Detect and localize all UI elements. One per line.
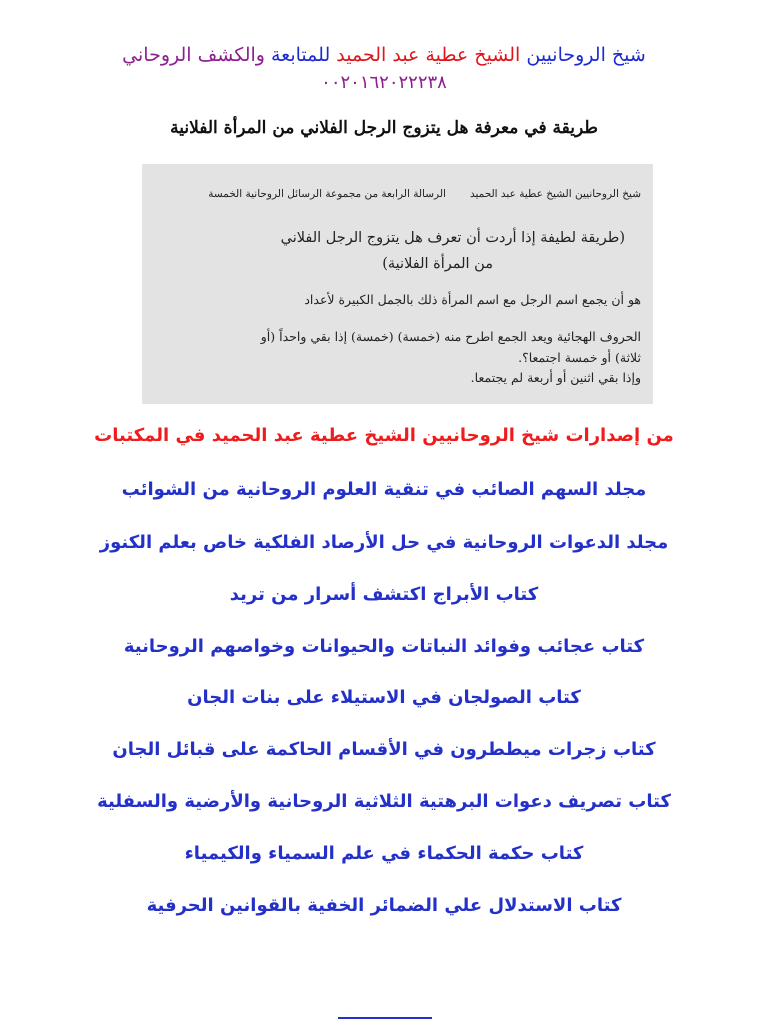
scanned-title-line-1: (طريقة لطيفة إذا أردت أن تعرف هل يتزوج الرجل الفلاني (280, 230, 625, 246)
publication-item: كتاب الأبراج اكتشف أسرار من تريد (229, 584, 539, 605)
publication-item: كتاب الصولجان في الاستيلاء على بنات الجان (187, 687, 581, 708)
scanned-body-line-2: الحروف الهجائية ويعد الجمع اطرح منه (خمسة) (خمسة) إذا بقي واحداً (أو (260, 329, 641, 344)
phone-number: ٠٠٢٠١٦٢٠٢٢٢٣٨ (321, 72, 447, 93)
header-sheikh-title: شيخ الروحانيين (526, 44, 646, 66)
header-sheikh-name: الشيخ عطية عبد الحميد (336, 44, 521, 66)
scanned-body-line-3: ثلاثة) أو خمسة اجتمعا؟. (518, 350, 641, 365)
document-title: طريقة في معرفة هل يتزوج الرجل الفلاني من المرأة الفلانية (170, 118, 598, 138)
header-spiritual-text: والكشف الروحاني (122, 44, 265, 66)
publication-item: كتاب تصريف دعوات البرهتية الثلاثية الروحانية والأرضية والسفلية (97, 791, 671, 812)
header-contact-line (0, 42, 768, 68)
scanned-page-header (208, 188, 641, 200)
publication-item: كتاب الاستدلال علي الضمائر الخفية بالقوانين الحرفية (146, 895, 622, 916)
scanned-header-author: شيخ الروحانيين الشيخ عطية عبد الحميد (469, 188, 641, 200)
publication-item: مجلد السهم الصائب في تنقية العلوم الروحانية من الشوائب (121, 479, 647, 500)
publication-item: كتاب عجائب وفوائد النباتات والحيوانات وخواصهم الروحانية (123, 636, 645, 657)
scanned-header-series: الرسالة الرابعة من مجموعة الرسائل الروحانية الخمسة (208, 188, 446, 200)
publications-heading: من إصدارات شيخ الروحانيين الشيخ عطية عبد الحميد في المكتبات (94, 425, 674, 446)
publication-item: مجلد الدعوات الروحانية في حل الأرصاد الفلكية خاص بعلم الكنوز (99, 532, 669, 553)
footer-rule (338, 1017, 432, 1019)
scanned-title-line-2: من المرأة الفلانية) (382, 256, 493, 272)
header-follow-text: للمتابعة (271, 44, 331, 66)
scanned-body-line-4: وإذا بقي اثنين أو أربعة لم يجتمعا. (470, 370, 641, 385)
scanned-page-excerpt (142, 164, 653, 404)
publication-item: كتاب حكمة الحكماء في علم السمياء والكيمياء (184, 843, 584, 864)
scanned-body-line-1: هو أن يجمع اسم الرجل مع اسم المرأة ذلك بالجمل الكبيرة لأعداد (304, 292, 641, 307)
publication-item: كتاب زجرات ميططرون في الأقسام الحاكمة على قبائل الجان (112, 739, 656, 760)
